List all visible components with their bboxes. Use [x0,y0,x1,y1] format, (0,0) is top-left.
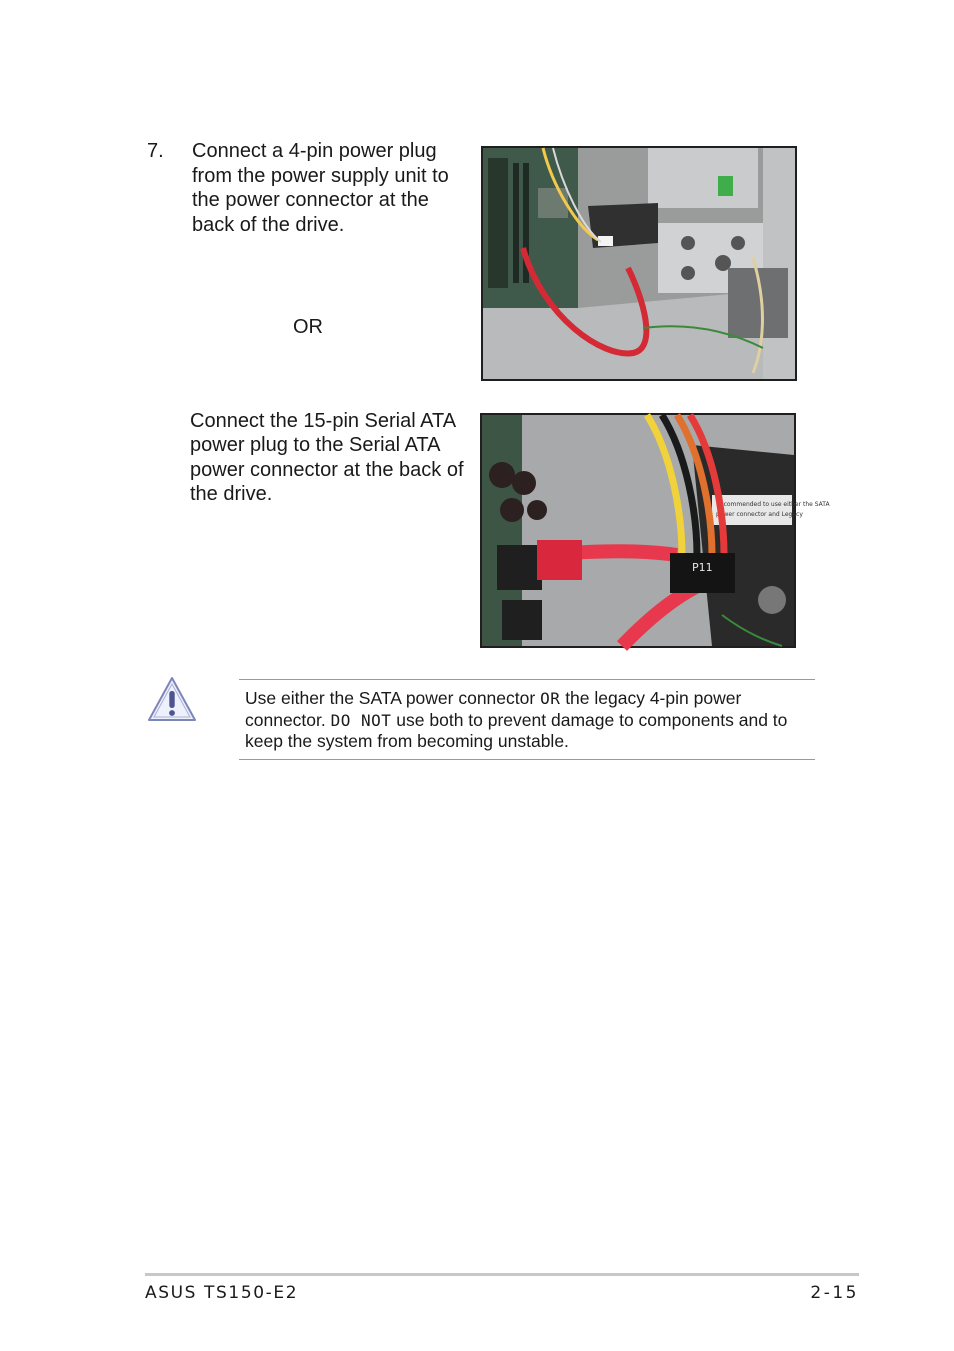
drive-label-line-1: Recommended to use either the SATA [716,501,830,508]
drive-label-line-2: power connector and Legacy [716,511,803,518]
or-separator: OR [293,316,323,338]
emphasis-do-not: DO NOT [330,710,392,730]
footer-product-name: ASUS TS150-E2 [145,1283,299,1303]
footer-page-number: 2-15 [810,1283,859,1303]
connector-label-p11: P11 [692,561,713,574]
emphasis-or: OR [540,689,561,708]
warning-triangle-icon [147,676,197,722]
step-sata-instruction: Connect the 15-pin Serial ATA power plug to the Serial ATA power connector at the back of the drive. [190,410,464,505]
photo-4pin-power-connection [481,146,797,381]
step-number: 7. [147,140,164,162]
photo-sata-power-connection [480,413,830,648]
footer-divider [145,1273,859,1276]
step-4pin-instruction: Connect a 4-pin power plug from the power supply unit to the power connector at the back of the drive. [192,140,449,236]
caution-text: Use either the SATA power connector OR the legacy 4-pin power connector. DO NOT use both to prevent damage to components and to keep the system from becoming unstable. [245,688,788,751]
caution-box [239,679,815,760]
